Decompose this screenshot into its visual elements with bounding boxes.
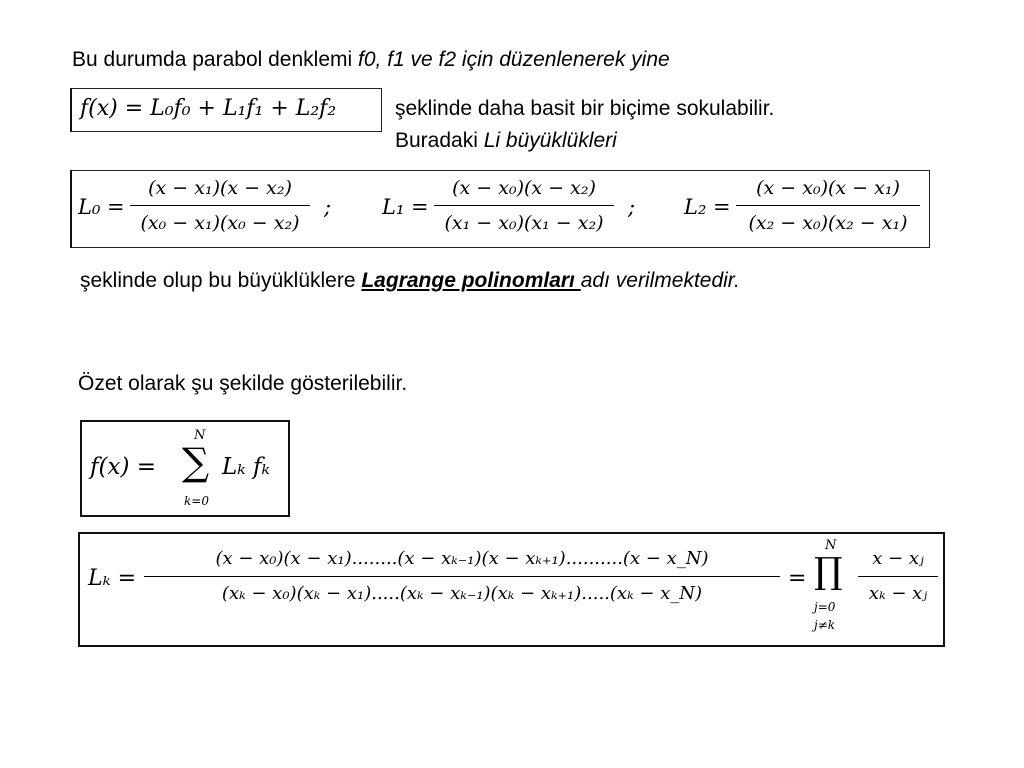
prod-fraction: [858, 544, 938, 609]
prod-numerator: x − xⱼ: [872, 548, 924, 569]
l0-denominator: (x₀ − x₁)(x₀ − x₂): [140, 212, 300, 234]
buradaki-text: Buradaki: [395, 129, 484, 152]
l2-bar: [736, 205, 920, 206]
sum-lhs: f(x) =: [90, 454, 157, 480]
summary-line: Özet olarak şu şekilde gösterilebilir.: [78, 372, 408, 395]
sum-term: Lₖ fₖ: [222, 454, 270, 480]
sum-lower-limit: k=0: [184, 494, 209, 508]
product-symbol: ∏: [814, 551, 843, 592]
l1-lhs: L₁ =: [382, 195, 429, 219]
lk-bar: [144, 576, 780, 577]
l2-fraction: [736, 173, 920, 238]
equation-lk-box: [78, 532, 945, 647]
prod-lower-limit-2: j≠k: [814, 618, 836, 632]
buradaki-line: [395, 128, 617, 154]
prod-denominator: xₖ − xⱼ: [868, 583, 928, 604]
equation-parabola: f(x) = L₀f₀ + L₁f₁ + L₂f₂: [80, 96, 337, 121]
l1-numerator: (x − x₀)(x − x₂): [452, 177, 596, 199]
l1-bar: [434, 205, 614, 206]
lk-fraction: [144, 544, 780, 609]
l1-denominator: (x₁ − x₀)(x₁ − x₂): [444, 212, 604, 234]
equation-parabola-box: [70, 88, 382, 132]
sum-upper-limit: N: [194, 428, 206, 443]
lagrange-polynomials-link: Lagrange polinomları: [361, 269, 581, 292]
l0-separator: ;: [324, 195, 332, 219]
l0-numerator: (x − x₁)(x − x₂): [148, 177, 292, 199]
l2-numerator: (x − x₀)(x − x₁): [756, 177, 900, 199]
lagrange-italic-text: adı verilmektedir.: [580, 269, 740, 292]
intro-text: Bu durumda parabol denklemi: [72, 48, 359, 71]
l0-lhs: L₀ =: [78, 195, 125, 219]
l2-denominator: (x₂ − x₀)(x₂ − x₁): [748, 212, 908, 234]
l1-fraction: [434, 173, 614, 238]
lk-lhs: Lₖ =: [88, 566, 137, 591]
lagrange-normal-text: şeklinde olup bu büyüklüklere: [80, 269, 362, 292]
prod-upper-limit: N: [825, 538, 837, 553]
intro-line: [72, 47, 670, 73]
prod-bar: [858, 576, 938, 577]
l0-bar: [130, 205, 310, 206]
prod-lower-limit-1: j=0: [814, 600, 836, 614]
li-italic-text: Li büyüklükleri: [483, 129, 617, 152]
intro-italic-text: f0, f1 ve f2 için düzenlenerek yine: [358, 48, 670, 71]
l2-lhs: L₂ =: [684, 195, 731, 219]
equation-lagrange-basis-box: [70, 170, 930, 248]
lk-equals: =: [788, 566, 807, 591]
l0-fraction: [130, 173, 310, 238]
equation-sum-box: [80, 420, 290, 517]
sigma-symbol: ∑: [182, 440, 210, 484]
l1-separator: ;: [628, 195, 636, 219]
lk-numerator: (x − x₀)(x − x₁)........(x − xₖ₋₁)(x − xₖ₊₁)..........(x − x_N): [215, 548, 709, 569]
lk-denominator: (xₖ − x₀)(xₖ − x₁).....(xₖ − xₖ₋₁)(xₖ − xₖ₊₁).....(xₖ − x_N): [221, 583, 703, 604]
lagrange-line: [80, 268, 740, 294]
simplify-line: şeklinde daha basit bir biçime sokulabilir.: [395, 97, 775, 120]
